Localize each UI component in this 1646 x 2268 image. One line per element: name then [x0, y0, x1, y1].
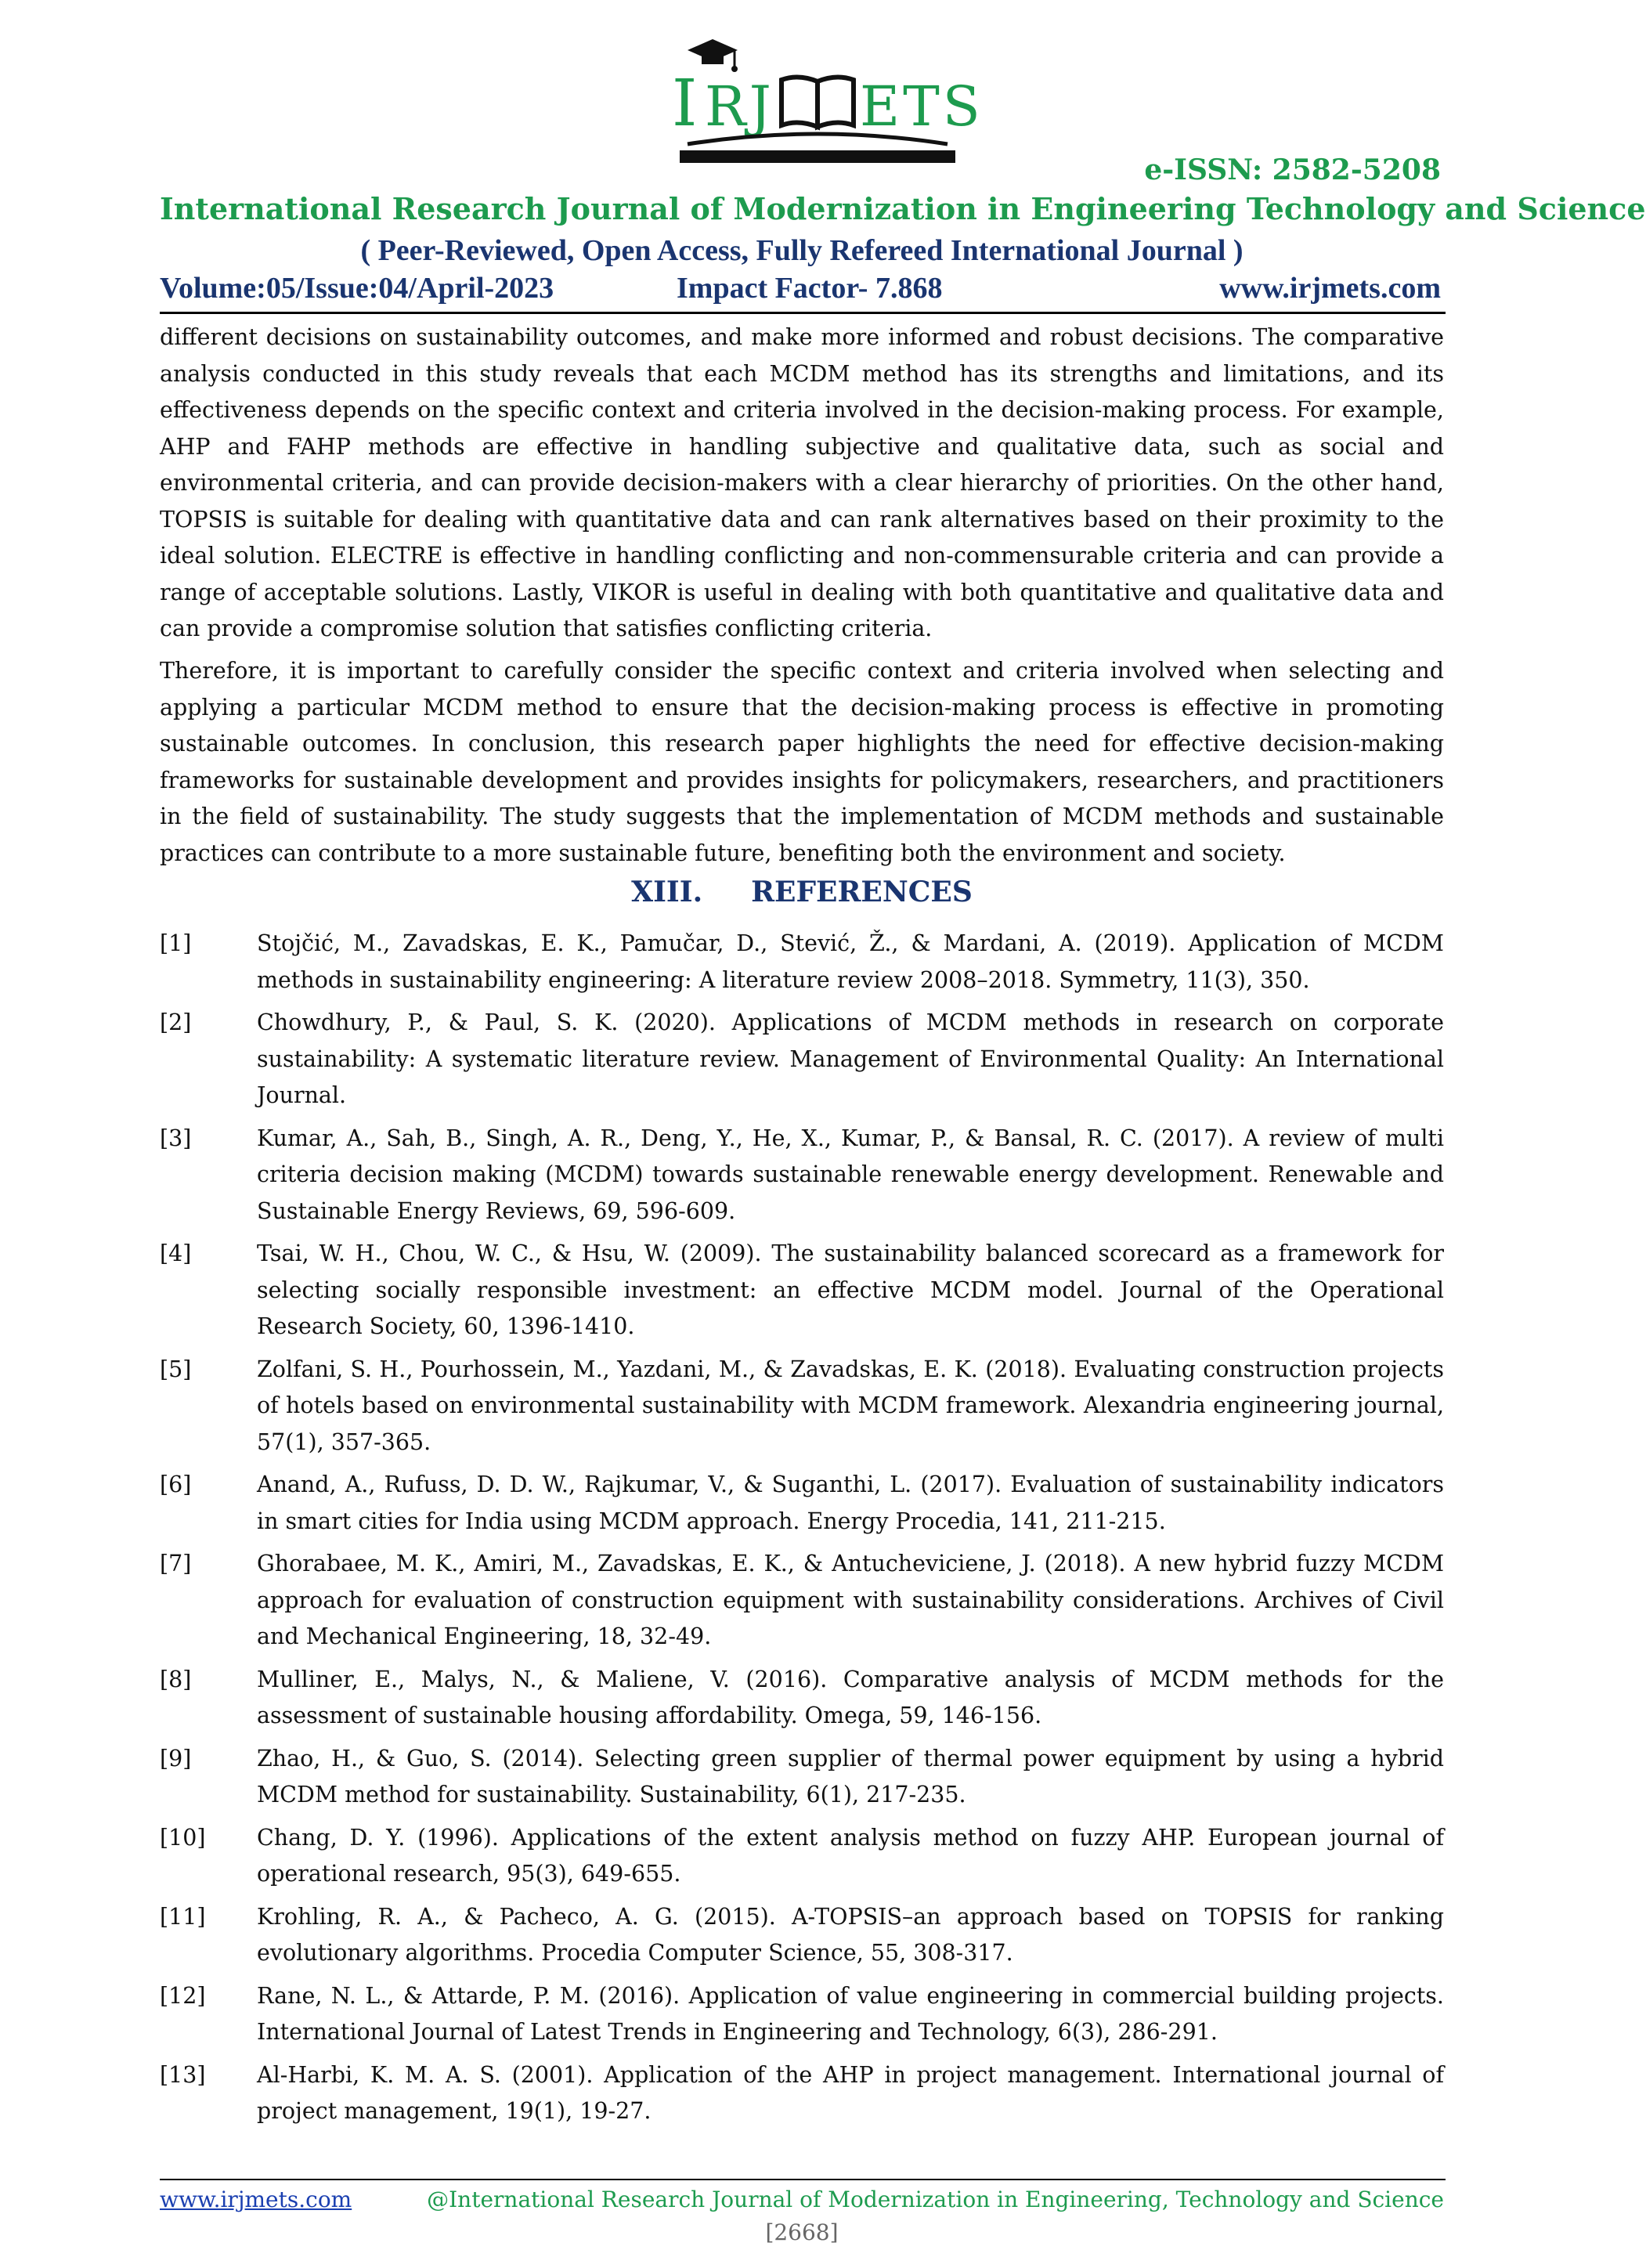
logo-letters-ets: ETS: [860, 74, 984, 139]
issue-meta-row: [160, 271, 1444, 307]
footer-divider: [160, 2179, 1446, 2180]
reference-text: Rane, N. L., & Attarde, P. M. (2016). Application of value engineering in commercial building projects. International Journal of Latest Trends in Engineering and Technology, 6(3), 286-291.: [257, 1982, 1444, 2045]
reference-number: [4]: [160, 1241, 192, 1266]
reference-text: Anand, A., Rufuss, D. D. W., Rajkumar, V., & Suganthi, L. (2017). Evaluation of sustainability indicators in smart cities for India using MCDM approach. Energy Procedia, 141, 211-215.: [257, 1472, 1444, 1534]
reference-item: [160, 1121, 1444, 1230]
reference-item: [160, 2057, 1444, 2130]
reference-text: Tsai, W. H., Chou, W. C., & Hsu, W. (2009). The sustainability balanced scorecard as a framework for selecting socially responsible investment: an effective MCDM model. Journal of the Operational Research Society, 60, 1396-1410.: [257, 1241, 1444, 1339]
section-number: XIII.: [631, 876, 703, 908]
reference-text: Ghorabaee, M. K., Amiri, M., Zavadskas, E. K., & Antucheviciene, J. (2018). A new hybrid fuzzy MCDM approach for evaluation of construction equipment with sustainability considerations. Archives of Civil and Mechanical Engineering, 18, 32-49.: [257, 1551, 1444, 1649]
reference-number: [10]: [160, 1824, 206, 1851]
reference-number: [13]: [160, 2061, 206, 2088]
reference-number: [6]: [160, 1472, 192, 1497]
reference-number: [12]: [160, 1982, 206, 2009]
logo-letters-rj: RJ: [705, 74, 774, 139]
reference-number: [7]: [160, 1551, 192, 1576]
reference-text: Kumar, A., Sah, B., Singh, A. R., Deng, Y., He, X., Kumar, P., & Bansal, R. C. (2017). A review of multi criteria decision making (MCDM) towards sustainable renewable energy development. Renewable and Sustainable Energy Reviews, 69, 596-609.: [257, 1125, 1444, 1224]
references-heading: [160, 876, 1444, 908]
irjmets-logo-mark: [664, 33, 984, 174]
reference-text: Zolfani, S. H., Pourhossein, M., Yazdani, M., & Zavadskas, E. K. (2018). Evaluating construction projects of hotels based on environmental sustainability with MCDM framework. Alexandria engineering journal, 57(1), 357-365.: [257, 1356, 1444, 1455]
issn-label: e-ISSN: 2582-5208: [1144, 153, 1441, 186]
reference-item: [160, 1662, 1444, 1735]
reference-text: Chang, D. Y. (1996). Applications of the extent analysis method on fuzzy AHP. European journal of operational research, 95(3), 649-655.: [257, 1824, 1444, 1887]
reference-item: [160, 926, 1444, 999]
reference-text: Mulliner, E., Malys, N., & Maliene, V. (2016). Comparative analysis of MCDM methods for the assessment of sustainable housing affordability. Omega, 59, 146-156.: [257, 1666, 1444, 1728]
journal-title: International Research Journal of Modernization in Engineering Technology and Science: [160, 191, 1646, 226]
reference-number: [2]: [160, 1009, 192, 1035]
open-book-icon: [781, 77, 854, 127]
reference-number: [1]: [160, 930, 192, 956]
logo-letter-i: I: [672, 67, 698, 141]
reference-number: [9]: [160, 1745, 192, 1771]
volume-issue: Volume:05/Issue:04/April-2023: [160, 272, 554, 305]
reference-text: Krohling, R. A., & Pacheco, A. G. (2015). A-TOPSIS–an approach based on TOPSIS for ranking evolutionary algorithms. Procedia Computer Science, 55, 308-317.: [257, 1903, 1444, 1966]
footer-copyright: @International Research Journal of Modernization in Engineering, Technology and Science: [427, 2187, 1444, 2212]
journal-subtitle: ( Peer-Reviewed, Open Access, Fully Refereed International Journal ): [360, 234, 1244, 267]
section-title: REFERENCES: [751, 876, 973, 908]
body-paragraph-1: different decisions on sustainability outcomes, and make more informed and robust decisions. The comparative analysis conducted in this study reveals that each MCDM method has its strengths and limitations, and its effectiveness depends on the specific context and criteria involved in the decision-making process. For example, AHP and FAHP methods are effective in handling subjective and qualitative data, such as social and environmental criteria, and can provide decision-makers with a clear hierarchy of priorities. On the other hand, TOPSIS is suitable for dealing with quantitative data and can rank alternatives based on their proximity to the ideal solution. ELECTRE is effective in handling conflicting and non-commensurable criteria and can provide a range of acceptable solutions. Lastly, VIKOR is useful in dealing with both quantitative and qualitative data and can provide a compromise solution that satisfies conflicting criteria.: [160, 324, 1444, 641]
reference-number: [3]: [160, 1125, 192, 1151]
journal-logo: [664, 33, 984, 174]
body-paragraph-2: Therefore, it is important to carefully consider the specific context and criteria involved when selecting and applying a particular MCDM method to ensure that the decision-making process is effective in promoting sustainable outcomes. In conclusion, this research paper highlights the need for effective decision-making frameworks for sustainable development and provides insights for policymakers, researchers, and practitioners in the field of sustainability. The study suggests that the implementation of MCDM methods and sustainable practices can contribute to a more sustainable future, benefiting both the environment and society.: [160, 658, 1444, 866]
reference-text: Chowdhury, P., & Paul, S. K. (2020). Applications of MCDM methods in research on corporate sustainability: A systematic literature review. Management of Environmental Quality: An International Journal.: [257, 1009, 1444, 1108]
reference-item: [160, 1741, 1444, 1814]
reference-number: [11]: [160, 1903, 206, 1930]
reference-text: Stojčić, M., Zavadskas, E. K., Pamučar, D., Stević, Ž., & Mardani, A. (2019). Application of MCDM methods in sustainability engineering: A literature review 2008–2018. Symmetry, 11(3), 350.: [257, 930, 1444, 993]
impact-factor: Impact Factor- 7.868: [677, 272, 943, 305]
reference-text: Al-Harbi, K. M. A. S. (2001). Application of the AHP in project management. International journal of project management, 19(1), 19-27.: [257, 2061, 1444, 2124]
reference-item: [160, 1978, 1444, 2051]
reference-number: [8]: [160, 1666, 192, 1692]
reference-item: [160, 1352, 1444, 1461]
reference-item: [160, 1820, 1444, 1893]
header-divider: [160, 312, 1446, 314]
page-number: [2668]: [765, 2219, 839, 2245]
reference-item: [160, 1546, 1444, 1656]
references-list: [160, 926, 1444, 2136]
reference-item: [160, 1467, 1444, 1540]
reference-item: [160, 1236, 1444, 1345]
reference-item: [160, 1899, 1444, 1972]
reference-text: Zhao, H., & Guo, S. (2014). Selecting green supplier of thermal power equipment by using a hybrid MCDM method for sustainability. Sustainability, 6(1), 217-235.: [257, 1745, 1444, 1808]
header-website: www.irjmets.com: [1219, 272, 1441, 305]
reference-number: [5]: [160, 1356, 192, 1382]
reference-item: [160, 1005, 1444, 1114]
footer-website-link[interactable]: www.irjmets.com: [160, 2187, 352, 2212]
